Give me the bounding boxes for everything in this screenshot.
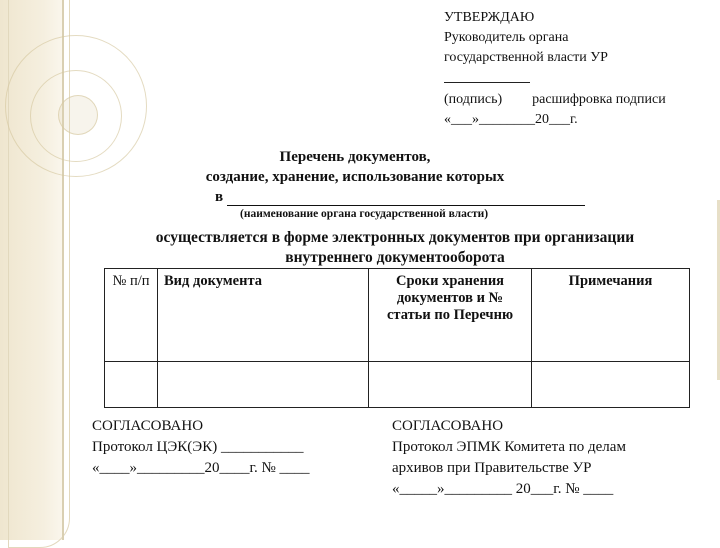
table-header-row: [105, 269, 690, 362]
document-heading-continued: [100, 228, 690, 268]
heading-line4: внутреннего документооборота: [285, 249, 505, 266]
approval-line2: государственной власти УР: [444, 50, 608, 65]
agreement-right-title: СОГЛАСОВАНО: [392, 418, 504, 434]
header-kind: Вид документа: [158, 269, 369, 362]
org-note: (наименование органа государственной власти): [240, 208, 489, 220]
agreement-right: [392, 416, 626, 500]
agreement-right-line3: «_____»_________ 20___г. № ____: [392, 481, 614, 497]
agreement-right-line1: Протокол ЭПМК Комитета по делам: [392, 439, 626, 455]
approval-block: [444, 8, 666, 130]
decoding-label: расшифровка подписи: [532, 92, 666, 107]
heading-line1: Перечень документов,: [279, 149, 431, 165]
heading-line2: создание, хранение, использование которых: [205, 169, 505, 185]
agreement-left: [92, 416, 310, 479]
signature-label: (подпись): [444, 92, 503, 107]
agreement-left-line1: Протокол ЦЭК(ЭК) ___________: [92, 439, 304, 455]
table-cell: [158, 362, 369, 408]
header-terms: Сроки хранения документов и № статьи по Перечню: [369, 269, 532, 362]
table-cell: [105, 362, 158, 408]
documents-table: [104, 268, 690, 408]
header-num: № п/п: [105, 269, 158, 362]
org-field: [215, 189, 585, 206]
table-cell: [532, 362, 690, 408]
approval-line1: Руководитель органа: [444, 30, 569, 45]
agreement-left-title: СОГЛАСОВАНО: [92, 418, 204, 434]
org-underline: [227, 191, 585, 206]
heading-line3: осуществляется в форме электронных документов при организации: [155, 229, 635, 246]
agreement-right-line2: архивов при Правительстве УР: [392, 460, 592, 476]
table-cell: [369, 362, 532, 408]
header-notes: Примечания: [532, 269, 690, 362]
approval-date: «___»________20___г.: [444, 112, 578, 127]
decorative-ring: [58, 95, 98, 135]
org-prefix: в: [215, 189, 224, 205]
agreement-left-line2: «____»_________20____г. № ____: [92, 460, 310, 476]
table-row: [105, 362, 690, 408]
approval-title: УТВЕРЖДАЮ: [444, 10, 535, 25]
signature-line: [444, 68, 530, 83]
document-heading: [100, 147, 610, 187]
